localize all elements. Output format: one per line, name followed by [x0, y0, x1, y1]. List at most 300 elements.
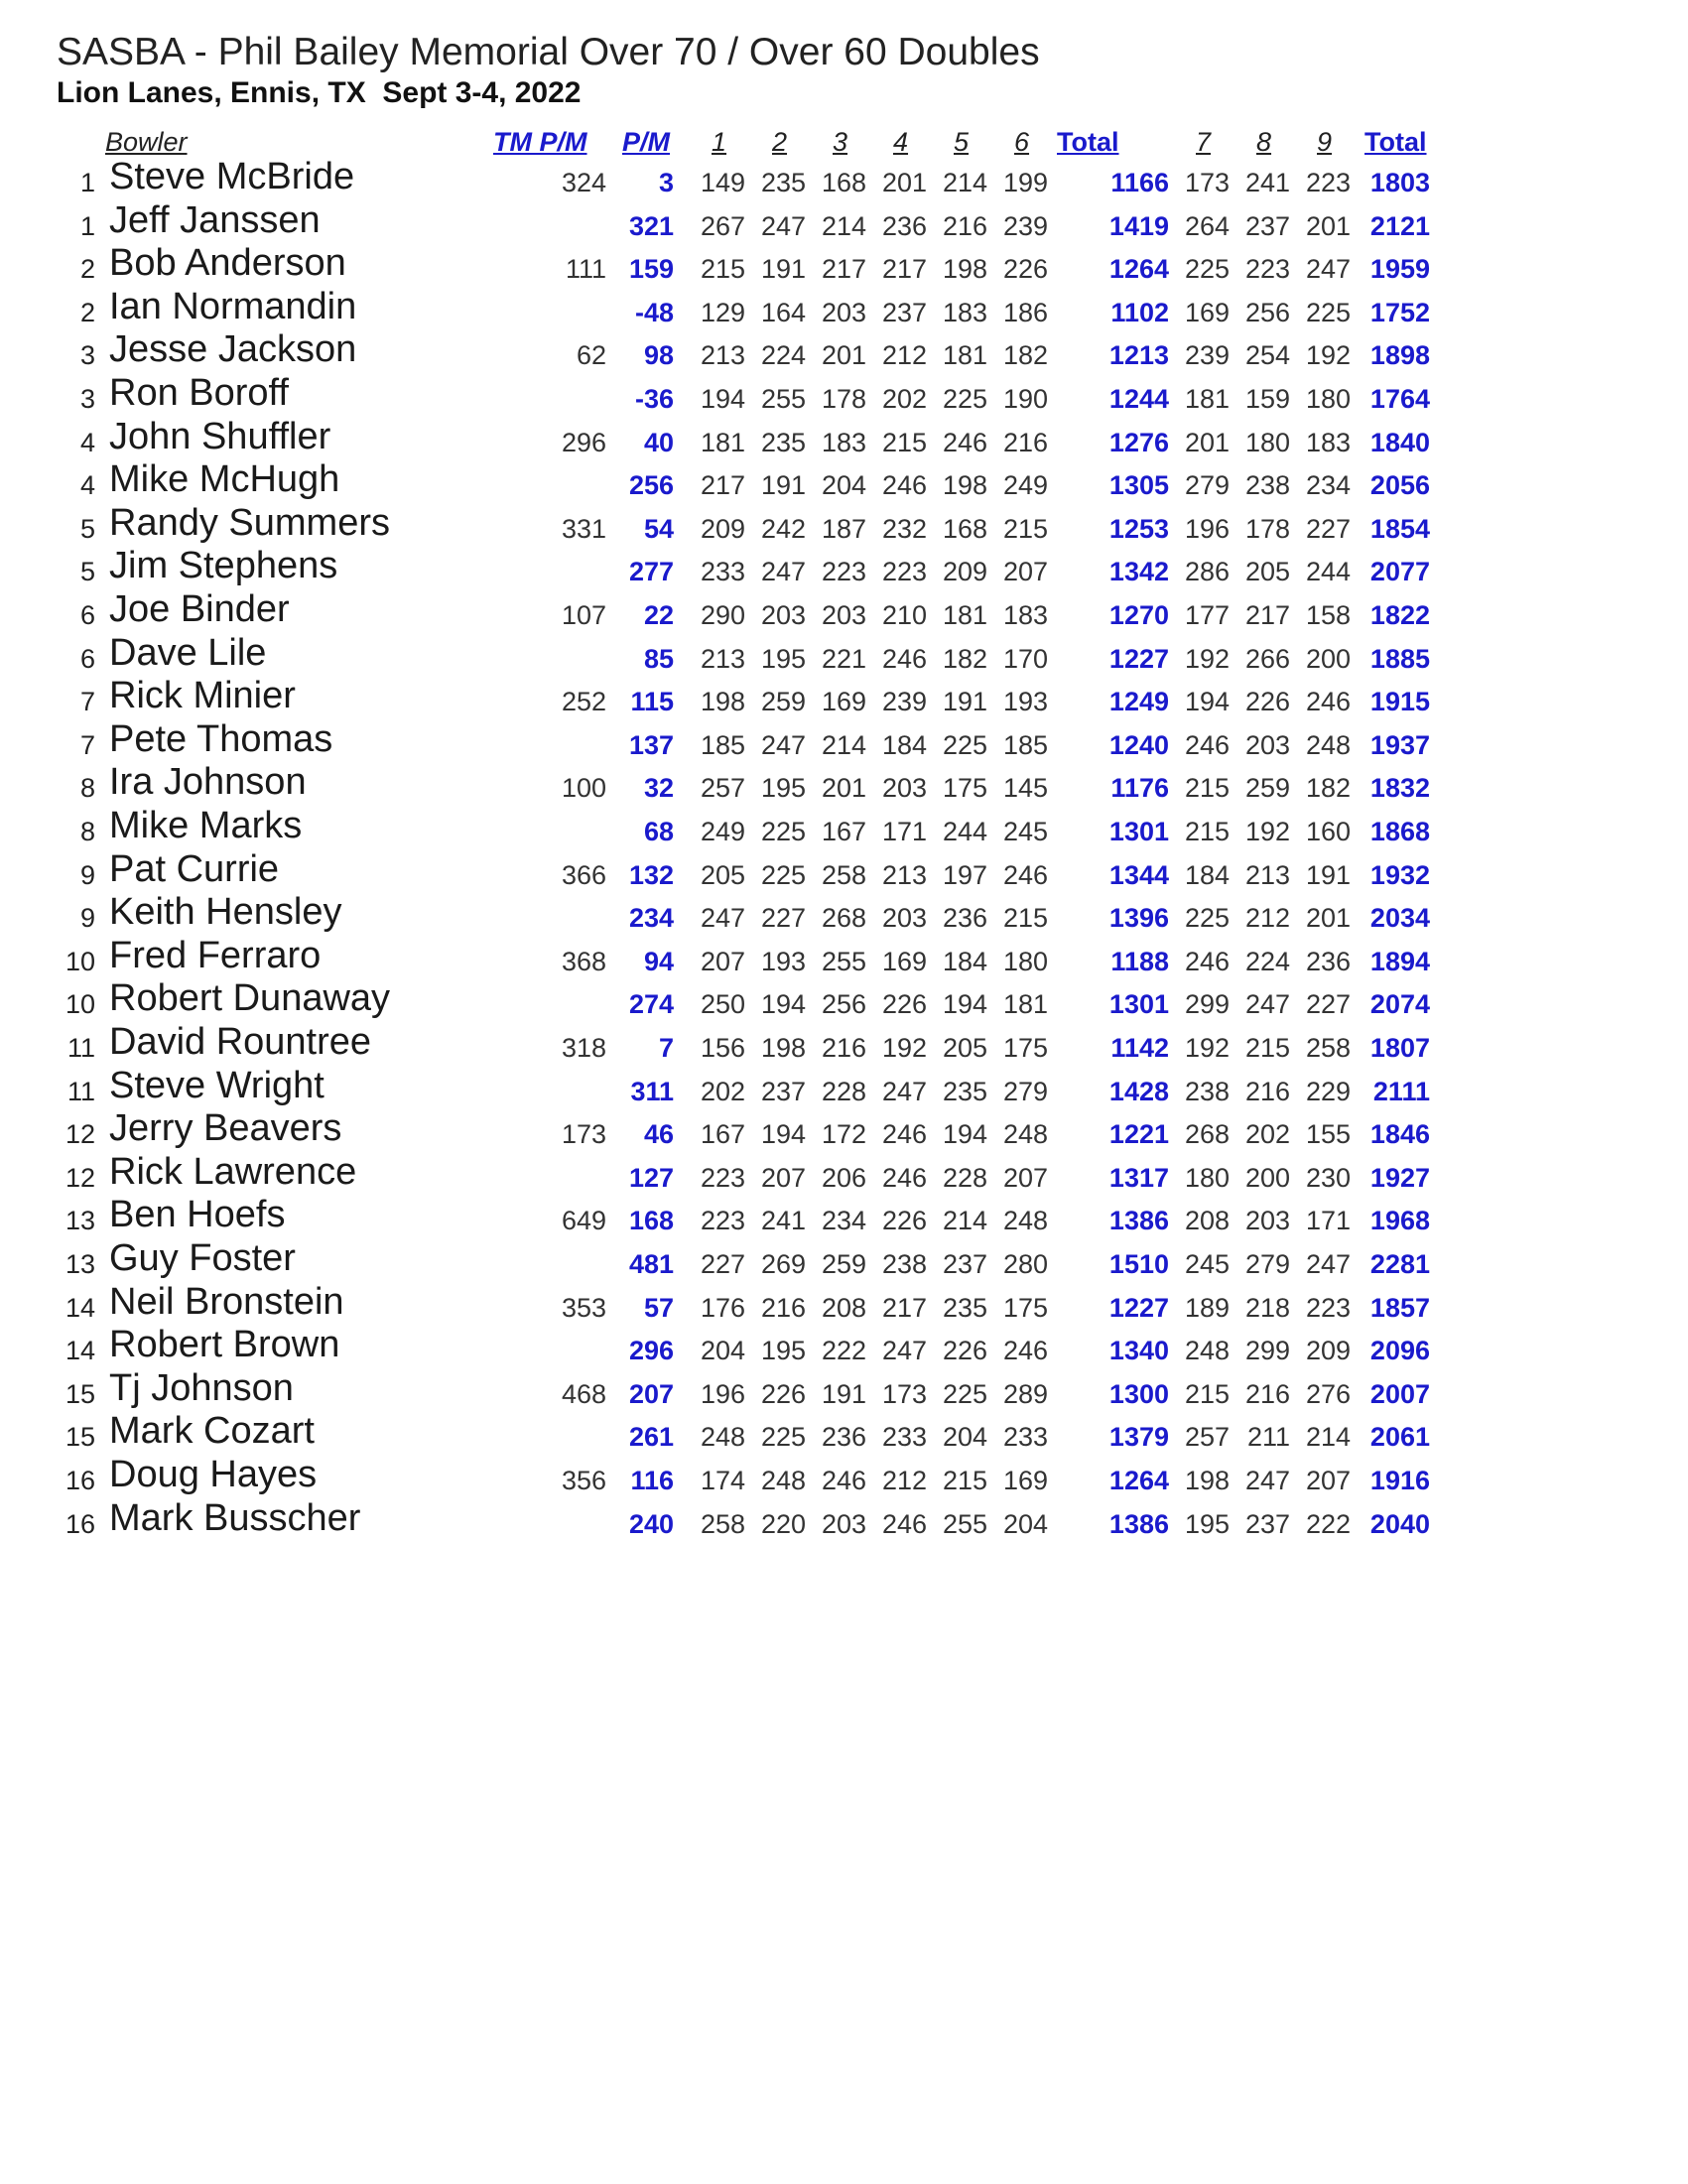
team-pm-cell [547, 464, 606, 508]
total-6-cell: 1240 [1108, 729, 1169, 760]
game-8-cell: 224 [1244, 946, 1290, 976]
total-6-cell: 1301 [1108, 989, 1169, 1020]
team-pm-cell: 318 [561, 1033, 606, 1063]
bowler-name: Mark Busscher [109, 1496, 361, 1539]
game-6-cell: 175 [1002, 1033, 1048, 1063]
game-1-cell: 204 [700, 1336, 745, 1366]
pm-cell: 3 [658, 168, 674, 197]
pm-cell: 68 [643, 817, 674, 846]
pm-cell: 132 [628, 859, 674, 890]
game-7-cell: 215 [1184, 773, 1230, 804]
total-9-cell: 1822 [1369, 600, 1430, 630]
pm-cell: 40 [643, 427, 674, 457]
header-game-1: 1 [712, 127, 727, 157]
game-8-cell: 192 [1244, 817, 1290, 846]
game-3-cell: 201 [821, 340, 866, 371]
game-8-cell: 178 [1244, 513, 1290, 544]
pm-cell: 32 [643, 773, 674, 804]
game-2-cell: 226 [760, 1378, 806, 1409]
game-9-cell: 246 [1305, 687, 1351, 717]
total-6-cell: 1317 [1108, 1162, 1169, 1193]
game-8-cell: 237 [1244, 210, 1290, 241]
header-game-2: 2 [772, 127, 788, 157]
game-5-cell: 255 [942, 1508, 987, 1539]
rank-cell: 4 [79, 427, 95, 457]
game-8-cell: 223 [1244, 254, 1290, 285]
game-2-cell: 247 [760, 557, 806, 587]
bowler-name: Mike Marks [109, 805, 303, 846]
game-6-cell: 216 [1002, 427, 1048, 457]
header-game-7: 7 [1196, 127, 1212, 157]
pm-cell: 321 [628, 210, 674, 241]
game-4-cell: 232 [881, 513, 927, 544]
game-2-cell: 237 [760, 1076, 806, 1106]
game-1-cell: 223 [700, 1162, 745, 1193]
game-7-cell: 177 [1184, 600, 1230, 630]
game-6-cell: 181 [1002, 989, 1048, 1020]
game-1-cell: 215 [700, 254, 745, 285]
pm-cell: 85 [643, 643, 674, 674]
team-pm-cell [547, 638, 606, 682]
total-6-cell: 1188 [1110, 946, 1169, 976]
bowler-name: Jerry Beavers [109, 1107, 342, 1150]
bowler-name: Mark Cozart [109, 1410, 315, 1453]
total-9-cell: 1927 [1369, 1162, 1430, 1193]
team-pm-cell [547, 983, 606, 1027]
pm-cell: 115 [630, 687, 674, 717]
team-pm-cell: 468 [561, 1378, 606, 1409]
game-9-cell: 225 [1305, 297, 1351, 327]
pm-cell: 256 [628, 470, 674, 501]
game-6-cell: 280 [1002, 1249, 1048, 1279]
game-2-cell: 195 [760, 773, 806, 804]
game-8-cell: 299 [1244, 1336, 1290, 1366]
team-pm-cell [547, 811, 606, 854]
game-1-cell: 227 [700, 1249, 745, 1279]
rank-cell: 9 [79, 903, 95, 934]
game-8-cell: 213 [1244, 859, 1290, 890]
total-9-cell: 2061 [1369, 1422, 1430, 1453]
game-4-cell: 226 [881, 1206, 927, 1236]
game-7-cell: 246 [1184, 946, 1230, 976]
total-9-cell: 1885 [1369, 643, 1430, 674]
rank-cell: 3 [79, 384, 95, 414]
game-6-cell: 246 [1002, 859, 1048, 890]
total-6-cell: 1142 [1110, 1033, 1169, 1063]
game-3-cell: 259 [821, 1249, 866, 1279]
total-9-cell: 2111 [1372, 1076, 1430, 1106]
total-6-cell: 1305 [1108, 470, 1169, 501]
game-1-cell: 233 [700, 557, 745, 587]
team-pm-cell: 324 [561, 168, 606, 197]
game-2-cell: 207 [760, 1162, 806, 1193]
game-3-cell: 172 [821, 1119, 866, 1150]
bowler-name: Ira Johnson [109, 761, 307, 804]
game-6-cell: 215 [1002, 513, 1048, 544]
game-8-cell: 216 [1244, 1076, 1290, 1106]
game-3-cell: 236 [821, 1422, 866, 1453]
game-5-cell: 235 [942, 1076, 987, 1106]
game-1-cell: 202 [700, 1076, 745, 1106]
header-tm-pm: TM P/M [493, 127, 587, 157]
total-9-cell: 1894 [1369, 946, 1430, 976]
game-8-cell: 212 [1244, 903, 1290, 934]
game-5-cell: 235 [942, 1292, 987, 1323]
bowler-name: Robert Brown [109, 1324, 340, 1366]
header-game-6: 6 [1014, 127, 1030, 157]
total-9-cell: 2007 [1369, 1378, 1430, 1409]
game-4-cell: 246 [881, 470, 927, 501]
game-1-cell: 181 [700, 427, 745, 457]
game-8-cell: 215 [1244, 1033, 1290, 1063]
bowler-name: Steve Wright [109, 1064, 325, 1106]
game-2-cell: 191 [760, 254, 806, 285]
total-6-cell: 1264 [1108, 1466, 1169, 1495]
team-pm-cell [547, 378, 606, 422]
bowler-name: Tj Johnson [109, 1366, 294, 1409]
game-5-cell: 244 [942, 817, 987, 846]
bowler-name: Neil Bronstein [109, 1280, 344, 1323]
bowler-name: Rick Minier [109, 675, 296, 717]
game-7-cell: 184 [1184, 859, 1230, 890]
game-1-cell: 149 [700, 168, 745, 197]
team-pm-cell: 100 [561, 773, 606, 804]
bowler-name: Joe Binder [109, 588, 290, 630]
game-2-cell: 193 [760, 946, 806, 976]
game-7-cell: 225 [1184, 903, 1230, 934]
game-9-cell: 180 [1305, 384, 1351, 414]
game-7-cell: 192 [1184, 643, 1230, 674]
game-8-cell: 203 [1244, 1206, 1290, 1236]
bowler-name: Rick Lawrence [109, 1150, 357, 1193]
game-6-cell: 175 [1002, 1292, 1048, 1323]
total-9-cell: 1915 [1369, 687, 1430, 717]
game-3-cell: 191 [821, 1378, 866, 1409]
total-9-cell: 1857 [1369, 1292, 1430, 1323]
game-2-cell: 247 [760, 729, 806, 760]
game-1-cell: 290 [700, 600, 745, 630]
game-5-cell: 191 [942, 687, 987, 717]
game-9-cell: 214 [1305, 1422, 1351, 1453]
team-pm-cell [547, 551, 606, 594]
game-4-cell: 246 [881, 1508, 927, 1539]
game-4-cell: 247 [881, 1336, 927, 1366]
rank-cell: 13 [65, 1206, 95, 1236]
game-9-cell: 236 [1305, 946, 1351, 976]
total-6-cell: 1342 [1108, 557, 1169, 587]
game-6-cell: 239 [1002, 210, 1048, 241]
game-7-cell: 198 [1184, 1466, 1230, 1495]
total-6-cell: 1419 [1108, 210, 1169, 241]
bowler-name: Robert Dunaway [109, 977, 391, 1020]
team-pm-cell [547, 724, 606, 768]
team-pm-cell [547, 292, 606, 335]
game-7-cell: 286 [1184, 557, 1230, 587]
game-4-cell: 237 [881, 297, 927, 327]
game-8-cell: 217 [1244, 600, 1290, 630]
game-6-cell: 245 [1002, 817, 1048, 846]
game-9-cell: 191 [1305, 859, 1351, 890]
game-7-cell: 246 [1184, 729, 1230, 760]
game-8-cell: 247 [1244, 989, 1290, 1020]
table-row [0, 1496, 1688, 1547]
game-7-cell: 194 [1184, 687, 1230, 717]
game-6-cell: 170 [1002, 643, 1048, 674]
game-5-cell: 236 [942, 903, 987, 934]
total-9-cell: 1932 [1369, 859, 1430, 890]
game-7-cell: 208 [1184, 1206, 1230, 1236]
team-pm-cell: 649 [561, 1206, 606, 1236]
game-7-cell: 192 [1184, 1033, 1230, 1063]
pm-cell: 22 [643, 600, 674, 630]
pm-cell: 207 [628, 1378, 674, 1409]
game-1-cell: 223 [700, 1206, 745, 1236]
game-5-cell: 225 [942, 1378, 987, 1409]
game-3-cell: 234 [821, 1206, 866, 1236]
total-9-cell: 1764 [1369, 384, 1430, 414]
game-9-cell: 276 [1305, 1378, 1351, 1409]
total-6-cell: 1221 [1108, 1119, 1169, 1150]
game-1-cell: 176 [700, 1292, 745, 1323]
game-1-cell: 250 [700, 989, 745, 1020]
game-3-cell: 183 [821, 427, 866, 457]
game-8-cell: 203 [1244, 729, 1290, 760]
game-5-cell: 237 [942, 1249, 987, 1279]
game-8-cell: 226 [1244, 687, 1290, 717]
team-pm-cell [547, 1243, 606, 1287]
header-total-6: Total [1057, 127, 1119, 157]
game-7-cell: 215 [1184, 1378, 1230, 1409]
game-4-cell: 238 [881, 1249, 927, 1279]
total-6-cell: 1301 [1108, 817, 1169, 846]
game-8-cell: 259 [1244, 773, 1290, 804]
game-3-cell: 169 [821, 687, 866, 717]
game-5-cell: 214 [942, 168, 987, 197]
header-game-8: 8 [1256, 127, 1272, 157]
game-9-cell: 227 [1305, 513, 1351, 544]
game-6-cell: 248 [1002, 1206, 1048, 1236]
pm-cell: 94 [643, 946, 674, 976]
game-5-cell: 184 [942, 946, 987, 976]
game-1-cell: 156 [700, 1033, 745, 1063]
total-9-cell: 2074 [1369, 989, 1430, 1020]
rank-cell: 1 [79, 168, 95, 197]
game-4-cell: 203 [881, 773, 927, 804]
game-4-cell: 212 [881, 1466, 927, 1495]
rank-cell: 13 [65, 1249, 95, 1279]
game-6-cell: 289 [1002, 1378, 1048, 1409]
bowler-name: John Shuffler [109, 415, 331, 457]
game-9-cell: 183 [1305, 427, 1351, 457]
game-6-cell: 215 [1002, 903, 1048, 934]
bowler-name: Mike McHugh [109, 458, 340, 501]
game-4-cell: 246 [881, 643, 927, 674]
total-6-cell: 1249 [1108, 687, 1169, 717]
game-5-cell: 205 [942, 1033, 987, 1063]
game-8-cell: 241 [1244, 168, 1290, 197]
game-2-cell: 203 [760, 600, 806, 630]
game-5-cell: 181 [942, 600, 987, 630]
game-7-cell: 299 [1184, 989, 1230, 1020]
header-game-9: 9 [1317, 127, 1333, 157]
game-9-cell: 182 [1305, 773, 1351, 804]
game-9-cell: 230 [1305, 1162, 1351, 1193]
game-9-cell: 222 [1305, 1508, 1351, 1539]
rank-cell: 12 [65, 1162, 95, 1193]
game-3-cell: 203 [821, 1508, 866, 1539]
game-4-cell: 202 [881, 384, 927, 414]
total-9-cell: 2040 [1369, 1508, 1430, 1539]
game-2-cell: 216 [760, 1292, 806, 1323]
header-total-9: Total [1364, 127, 1427, 157]
game-6-cell: 190 [1002, 384, 1048, 414]
game-4-cell: 212 [881, 340, 927, 371]
bowler-name: Jim Stephens [109, 545, 338, 587]
team-pm-cell: 107 [561, 600, 606, 630]
game-9-cell: 155 [1305, 1119, 1351, 1150]
header-game-4: 4 [893, 127, 909, 157]
total-9-cell: 1846 [1369, 1119, 1430, 1150]
game-7-cell: 169 [1184, 297, 1230, 327]
game-5-cell: 225 [942, 384, 987, 414]
bowler-name: Randy Summers [109, 501, 390, 544]
pm-cell: -36 [634, 384, 674, 414]
game-3-cell: 208 [821, 1292, 866, 1323]
game-2-cell: 259 [760, 687, 806, 717]
game-4-cell: 169 [881, 946, 927, 976]
game-6-cell: 204 [1002, 1508, 1048, 1539]
game-8-cell: 256 [1244, 297, 1290, 327]
team-pm-cell: 173 [561, 1119, 606, 1150]
game-3-cell: 223 [821, 557, 866, 587]
rank-cell: 6 [79, 600, 95, 630]
total-9-cell: 1854 [1369, 513, 1430, 544]
game-9-cell: 201 [1305, 210, 1351, 241]
rank-cell: 14 [65, 1292, 95, 1323]
game-1-cell: 209 [700, 513, 745, 544]
game-7-cell: 279 [1184, 470, 1230, 501]
game-4-cell: 184 [881, 729, 927, 760]
game-4-cell: 246 [881, 1119, 927, 1150]
game-3-cell: 217 [821, 254, 866, 285]
game-5-cell: 198 [942, 254, 987, 285]
game-1-cell: 194 [700, 384, 745, 414]
game-2-cell: 241 [760, 1206, 806, 1236]
game-9-cell: 223 [1305, 168, 1351, 197]
game-4-cell: 217 [881, 1292, 927, 1323]
total-9-cell: 2034 [1369, 903, 1430, 934]
game-5-cell: 175 [942, 773, 987, 804]
pm-cell: 277 [628, 557, 674, 587]
game-8-cell: 216 [1244, 1378, 1290, 1409]
bowler-name: Fred Ferraro [109, 934, 322, 976]
game-2-cell: 195 [760, 643, 806, 674]
game-6-cell: 279 [1002, 1076, 1048, 1106]
total-9-cell: 1937 [1369, 729, 1430, 760]
total-6-cell: 1102 [1110, 297, 1169, 327]
game-8-cell: 159 [1244, 384, 1290, 414]
game-3-cell: 216 [821, 1033, 866, 1063]
total-9-cell: 2056 [1369, 470, 1430, 501]
team-pm-cell: 111 [565, 254, 606, 285]
game-1-cell: 196 [700, 1378, 745, 1409]
game-5-cell: 209 [942, 557, 987, 587]
game-2-cell: 225 [760, 817, 806, 846]
bowler-name: Jeff Janssen [109, 198, 321, 241]
game-3-cell: 228 [821, 1076, 866, 1106]
header-pm: P/M [622, 127, 671, 157]
game-8-cell: 218 [1244, 1292, 1290, 1323]
game-8-cell: 180 [1244, 427, 1290, 457]
game-9-cell: 200 [1305, 643, 1351, 674]
total-9-cell: 1898 [1369, 340, 1430, 371]
game-6-cell: 193 [1002, 687, 1048, 717]
pm-cell: 57 [643, 1292, 674, 1323]
rank-cell: 5 [79, 557, 95, 587]
game-3-cell: 206 [821, 1162, 866, 1193]
game-3-cell: 246 [821, 1466, 866, 1495]
game-2-cell: 198 [760, 1033, 806, 1063]
bowler-name: Doug Hayes [109, 1454, 318, 1495]
game-3-cell: 203 [821, 297, 866, 327]
pm-cell: 127 [628, 1162, 674, 1193]
header-game-3: 3 [833, 127, 848, 157]
game-7-cell: 181 [1184, 384, 1230, 414]
game-5-cell: 215 [942, 1466, 987, 1495]
rank-cell: 11 [66, 1076, 95, 1106]
game-4-cell: 171 [881, 817, 927, 846]
pm-cell: 54 [643, 513, 674, 544]
game-2-cell: 235 [760, 168, 806, 197]
game-5-cell: 168 [942, 513, 987, 544]
rank-cell: 7 [79, 729, 95, 760]
rank-cell: 12 [65, 1119, 95, 1150]
game-6-cell: 249 [1002, 470, 1048, 501]
game-9-cell: 247 [1305, 254, 1351, 285]
game-1-cell: 258 [700, 1508, 745, 1539]
game-6-cell: 246 [1002, 1336, 1048, 1366]
game-3-cell: 258 [821, 859, 866, 890]
game-2-cell: 194 [760, 1119, 806, 1150]
game-1-cell: 167 [700, 1119, 745, 1150]
page-subtitle: Lion Lanes, Ennis, TX Sept 3-4, 2022 [57, 76, 582, 109]
total-6-cell: 1386 [1108, 1508, 1169, 1539]
game-8-cell: 200 [1244, 1162, 1290, 1193]
game-6-cell: 180 [1002, 946, 1048, 976]
team-pm-cell: 62 [576, 340, 606, 371]
game-8-cell: 237 [1244, 1508, 1290, 1539]
game-2-cell: 235 [760, 427, 806, 457]
game-2-cell: 225 [760, 859, 806, 890]
game-2-cell: 224 [760, 340, 806, 371]
game-9-cell: 171 [1305, 1206, 1351, 1236]
game-5-cell: 194 [942, 1119, 987, 1150]
rank-cell: 4 [79, 470, 95, 501]
total-6-cell: 1396 [1108, 903, 1169, 934]
rank-cell: 15 [65, 1378, 95, 1409]
game-6-cell: 169 [1002, 1466, 1048, 1495]
rank-cell: 1 [79, 210, 95, 241]
bowler-name: Pat Currie [109, 847, 280, 890]
total-6-cell: 1166 [1110, 168, 1169, 197]
page-title: SASBA - Phil Bailey Memorial Over 70 / Over 60 Doubles [57, 31, 1040, 73]
game-5-cell: 216 [942, 210, 987, 241]
team-pm-cell [547, 1071, 606, 1114]
game-5-cell: 182 [942, 643, 987, 674]
pm-cell: 7 [658, 1033, 674, 1063]
game-4-cell: 247 [881, 1076, 927, 1106]
total-6-cell: 1386 [1108, 1206, 1169, 1236]
